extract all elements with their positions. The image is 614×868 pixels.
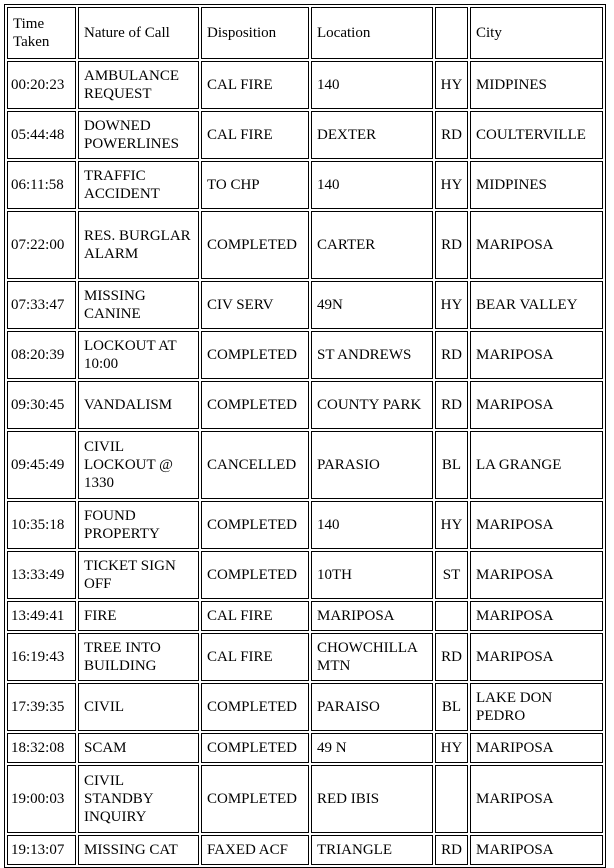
table-row [7,211,603,279]
cell-city: MARIPOSA [470,601,603,631]
cell-city: BEAR VALLEY [470,281,603,329]
header-nature-of-call: Nature of Call [78,7,199,59]
cell-disposition: CAL FIRE [201,601,309,631]
header-location: Location [311,7,433,59]
cell-city: MARIPOSA [470,835,603,865]
table-row [7,835,603,865]
cell-time-taken: 07:22:00 [7,211,76,279]
cell-location: PARASIO [311,431,433,499]
cell-city: MARIPOSA [470,733,603,763]
cell-nature-of-call: CIVIL STANDBY INQUIRY [78,765,199,833]
table-row [7,601,603,631]
header-street-type [435,7,468,59]
table-row [7,551,603,599]
cell-disposition: COMPLETED [201,551,309,599]
cell-location: 140 [311,61,433,109]
cell-nature-of-call: AMBULANCE REQUEST [78,61,199,109]
cell-disposition: COMPLETED [201,331,309,379]
cell-time-taken: 13:49:41 [7,601,76,631]
cell-time-taken: 05:44:48 [7,111,76,159]
cell-nature-of-call: CIVIL LOCKOUT @ 1330 [78,431,199,499]
cell-location: 140 [311,161,433,209]
cell-nature-of-call: LOCKOUT AT 10:00 [78,331,199,379]
cell-street-type: HY [435,281,468,329]
cell-street-type: HY [435,61,468,109]
cell-location: TRIANGLE [311,835,433,865]
cell-street-type: BL [435,683,468,731]
cell-time-taken: 19:13:07 [7,835,76,865]
cell-nature-of-call: DOWNED POWERLINES [78,111,199,159]
cell-street-type: RD [435,111,468,159]
cell-city: MARIPOSA [470,381,603,429]
cell-location: COUNTY PARK [311,381,433,429]
cell-street-type [435,601,468,631]
cell-street-type [435,765,468,833]
table-row [7,331,603,379]
cell-nature-of-call: TICKET SIGN OFF [78,551,199,599]
call-log-container [4,4,606,868]
cell-location: ST ANDREWS [311,331,433,379]
cell-time-taken: 18:32:08 [7,733,76,763]
cell-location: CARTER [311,211,433,279]
table-row [7,281,603,329]
cell-nature-of-call: TRAFFIC ACCIDENT [78,161,199,209]
cell-city: MARIPOSA [470,331,603,379]
cell-disposition: COMPLETED [201,381,309,429]
header-disposition: Disposition [201,7,309,59]
cell-street-type: HY [435,161,468,209]
cell-street-type: RD [435,211,468,279]
cell-city: LA GRANGE [470,431,603,499]
cell-street-type: BL [435,431,468,499]
cell-disposition: CIV SERV [201,281,309,329]
cell-time-taken: 07:33:47 [7,281,76,329]
table-row [7,381,603,429]
cell-nature-of-call: VANDALISM [78,381,199,429]
cell-time-taken: 19:00:03 [7,765,76,833]
header-row [7,7,603,59]
cell-disposition: TO CHP [201,161,309,209]
cell-disposition: CAL FIRE [201,61,309,109]
call-log-table [4,4,606,868]
cell-disposition: COMPLETED [201,733,309,763]
table-row [7,501,603,549]
cell-location: PARAISO [311,683,433,731]
cell-time-taken: 00:20:23 [7,61,76,109]
cell-time-taken: 16:19:43 [7,633,76,681]
table-row [7,111,603,159]
cell-city: MARIPOSA [470,501,603,549]
cell-location: 49N [311,281,433,329]
cell-disposition: COMPLETED [201,501,309,549]
cell-city: MIDPINES [470,161,603,209]
table-row [7,431,603,499]
cell-location: 49 N [311,733,433,763]
header-time-taken: Time Taken [7,7,76,59]
cell-time-taken: 10:35:18 [7,501,76,549]
cell-street-type: ST [435,551,468,599]
cell-disposition: COMPLETED [201,765,309,833]
cell-street-type: RD [435,331,468,379]
cell-city: MIDPINES [470,61,603,109]
cell-disposition: CAL FIRE [201,633,309,681]
table-row [7,633,603,681]
cell-city: COULTERVILLE [470,111,603,159]
cell-city: MARIPOSA [470,211,603,279]
cell-street-type: HY [435,501,468,549]
cell-city: MARIPOSA [470,633,603,681]
cell-nature-of-call: FOUND PROPERTY [78,501,199,549]
cell-location: 10TH [311,551,433,599]
table-row [7,765,603,833]
table-row [7,733,603,763]
header-city: City [470,7,603,59]
cell-time-taken: 08:20:39 [7,331,76,379]
cell-street-type: RD [435,381,468,429]
table-row [7,161,603,209]
cell-nature-of-call: TREE INTO BUILDING [78,633,199,681]
cell-time-taken: 17:39:35 [7,683,76,731]
cell-disposition: CANCELLED [201,431,309,499]
cell-location: RED IBIS [311,765,433,833]
cell-city: MARIPOSA [470,765,603,833]
cell-time-taken: 06:11:58 [7,161,76,209]
cell-location: MARIPOSA [311,601,433,631]
cell-street-type: RD [435,633,468,681]
cell-location: CHOWCHILLA MTN [311,633,433,681]
cell-nature-of-call: MISSING CANINE [78,281,199,329]
cell-time-taken: 09:45:49 [7,431,76,499]
call-log-body [7,61,603,865]
cell-city: MARIPOSA [470,551,603,599]
cell-nature-of-call: FIRE [78,601,199,631]
cell-nature-of-call: SCAM [78,733,199,763]
cell-disposition: COMPLETED [201,683,309,731]
table-row [7,683,603,731]
cell-street-type: RD [435,835,468,865]
table-row [7,61,603,109]
cell-disposition: FAXED ACF [201,835,309,865]
cell-city: LAKE DON PEDRO [470,683,603,731]
cell-location: DEXTER [311,111,433,159]
cell-nature-of-call: RES. BURGLAR ALARM [78,211,199,279]
cell-nature-of-call: MISSING CAT [78,835,199,865]
cell-location: 140 [311,501,433,549]
cell-time-taken: 09:30:45 [7,381,76,429]
cell-nature-of-call: CIVIL [78,683,199,731]
cell-street-type: HY [435,733,468,763]
cell-disposition: CAL FIRE [201,111,309,159]
cell-disposition: COMPLETED [201,211,309,279]
cell-time-taken: 13:33:49 [7,551,76,599]
